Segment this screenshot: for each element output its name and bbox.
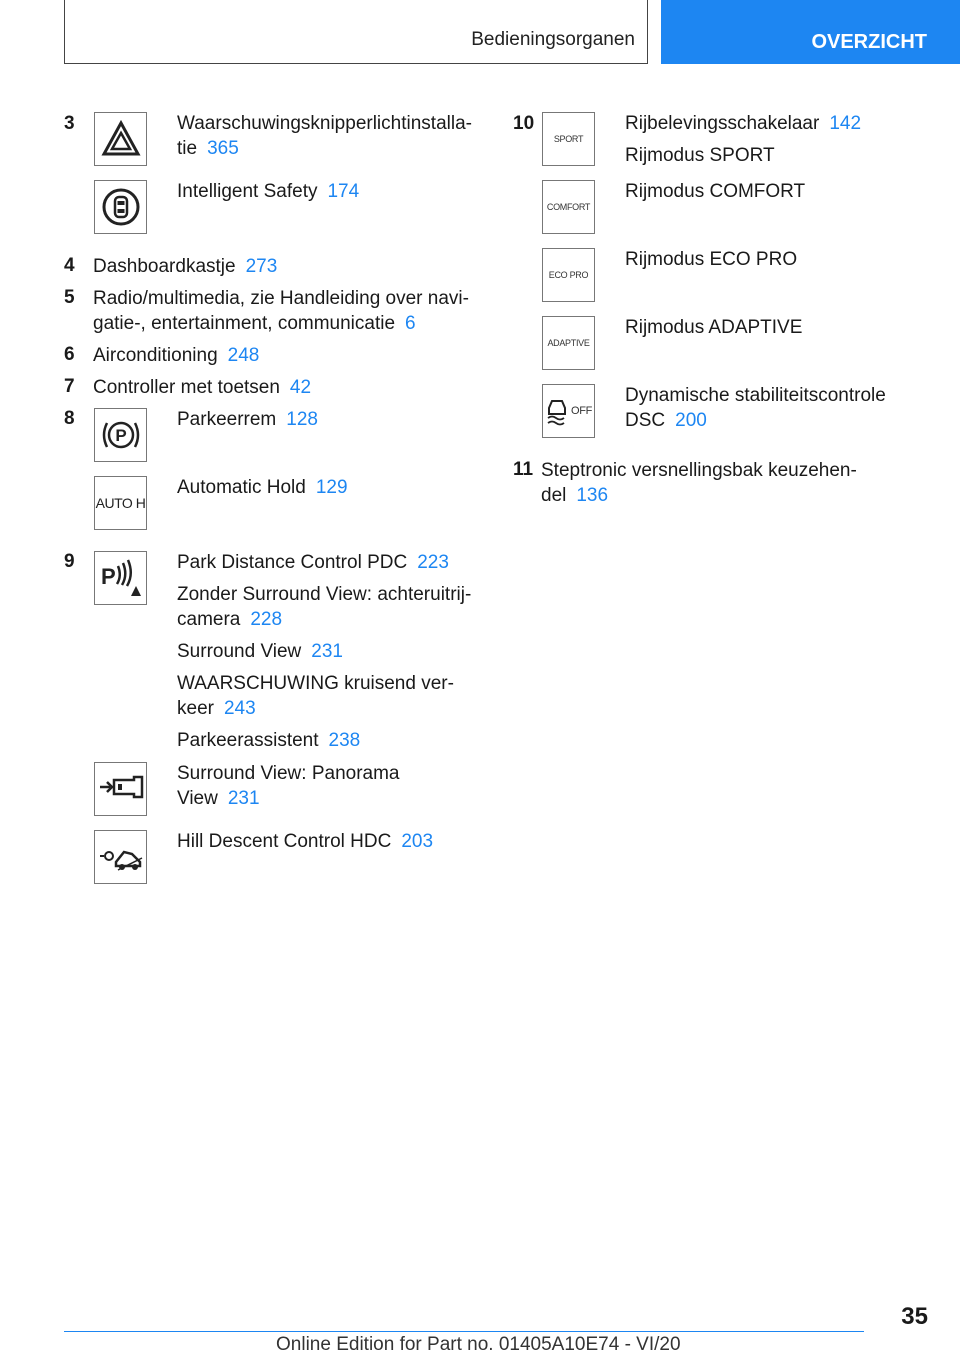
overview-tab-label: OVERZICHT	[811, 31, 927, 53]
item-number-8: 8	[64, 408, 75, 429]
item-10e-text: Dynamische stabiliteitscontrole DSC 200	[625, 385, 886, 431]
page-ref-link[interactable]: 203	[401, 831, 434, 852]
item-10d-text: Rijmodus ADAPTIVE	[625, 317, 803, 338]
item-number-10: 10	[513, 113, 535, 134]
item-8b-text: Automatic Hold 129	[177, 477, 348, 498]
sport-mode-icon: SPORT	[542, 112, 595, 166]
page-ref-link[interactable]: 231	[227, 788, 260, 809]
item-5-text: Radio/multimedia, zie Handleiding over navi- gatie-, entertainment, communicatie 6	[93, 288, 469, 334]
item-10a-text: Rijbelevingsschakelaar 142 Rijmodus SPORT	[625, 113, 862, 166]
item-number-5: 5	[64, 287, 75, 308]
page-number: 35	[901, 1303, 928, 1330]
hill-descent-control-icon	[94, 830, 147, 884]
page-ref-link[interactable]: 248	[227, 345, 260, 366]
item-11-text: Steptronic versnellingsbak keuzehen- del 136	[541, 460, 857, 506]
item-8a-text: Parkeerrem 128	[177, 409, 318, 430]
item-9c-text: Surround View 231	[177, 641, 343, 662]
item-9a-text: Park Distance Control PDC 223	[177, 552, 449, 573]
page-ref-link[interactable]: 129	[315, 477, 348, 498]
surround-view-panorama-icon	[94, 762, 147, 816]
parking-brake-icon	[94, 408, 147, 462]
item-number-11: 11	[513, 459, 534, 480]
item-9e-text: Parkeerassistent 238	[177, 730, 361, 751]
edition-footer: Online Edition for Part no. 01405A10E74 - VI/20	[276, 1334, 681, 1355]
page-ref-link[interactable]: 223	[417, 552, 449, 573]
adaptive-mode-icon: ADAPTIVE	[542, 316, 595, 370]
item-9f-text: Surround View: Panorama View 231	[177, 763, 400, 809]
page-ref-link[interactable]: 273	[245, 256, 278, 277]
footer-divider	[64, 1331, 864, 1332]
hazard-warning-icon	[94, 112, 147, 166]
item-number-7: 7	[64, 376, 75, 397]
intelligent-safety-icon	[94, 180, 147, 234]
park-distance-control-icon	[94, 551, 147, 605]
page-ref-link[interactable]: 228	[250, 609, 283, 630]
dsc-off-icon: OFF	[542, 384, 595, 438]
item-number-9: 9	[64, 551, 75, 572]
page-ref-link[interactable]: 142	[829, 113, 862, 134]
auto-hold-icon: AUTO H	[94, 476, 147, 530]
svg-text:P: P	[100, 564, 116, 589]
item-3b-text: Intelligent Safety 174	[177, 181, 360, 202]
section-title: Bedieningsorganen	[471, 29, 635, 50]
item-10c-text: Rijmodus ECO PRO	[625, 249, 798, 270]
page-ref-link[interactable]: 243	[223, 698, 256, 719]
item-3a-text: Waarschuwingsknipperlichtinstalla- tie 365	[177, 113, 472, 159]
page-ref-link[interactable]: 231	[311, 641, 343, 662]
page-ref-link[interactable]: 200	[675, 410, 707, 431]
eco-pro-mode-icon: ECO PRO	[542, 248, 595, 302]
svg-text:P: P	[114, 426, 127, 445]
item-9d-text: WAARSCHUWING kruisend ver- keer 243	[177, 673, 454, 719]
overview-tab[interactable]	[661, 0, 960, 64]
page-ref-link[interactable]: 42	[289, 377, 312, 398]
comfort-mode-icon: COMFORT	[542, 180, 595, 234]
item-6-text: Airconditioning 248	[93, 345, 260, 366]
item-10b-text: Rijmodus COMFORT	[625, 181, 806, 202]
page-ref-link[interactable]: 174	[327, 181, 360, 202]
item-7-text: Controller met toetsen 42	[93, 377, 312, 398]
item-9b-text: Zonder Surround View: achteruitrij- camera 228	[177, 584, 472, 630]
item-9g-text: Hill Descent Control HDC 203	[177, 831, 434, 852]
item-4-text: Dashboardkastje 273	[93, 256, 278, 277]
page-ref-link[interactable]: 128	[286, 409, 318, 430]
page-ref-link[interactable]: 365	[207, 138, 239, 159]
header-section-box	[64, 0, 648, 64]
page-ref-link[interactable]: 238	[328, 730, 361, 751]
item-number-4: 4	[64, 255, 75, 276]
item-number-3: 3	[64, 113, 75, 134]
page-ref-link[interactable]: 136	[576, 485, 609, 506]
page-ref-link[interactable]: 6	[405, 313, 416, 334]
item-number-6: 6	[64, 344, 75, 365]
